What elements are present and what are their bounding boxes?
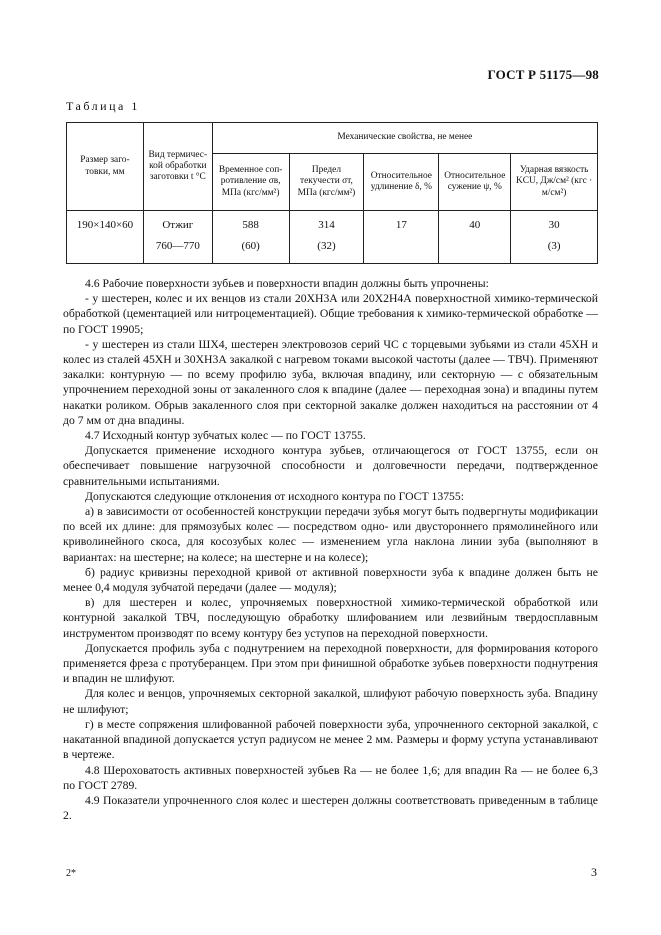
col-tensile-header: Временное соп-ротивление σв, МПа (кгс/мм²) (212, 154, 289, 211)
paragraph: - у шестерен из стали ШХ4, шестерен электровозов серий ЧС с торцевыми зубьями из стали 45ХН и колес из сталей 45ХН и 30ХН3А закалкой с нагревом токами высокой частоты (далее — ТВЧ). Применяют закалки: контурную — по всему профилю зуба, включая впадину, или секторную — с обязательным упрочнением переходной зоны от закаленного слоя к впадине (далее — переходная зона) и впадины путем накатки роликом. Обрыв закаленного слоя при секторной закалке должен находиться на расстоянии от 4 до 7 мм от дна впадины. (63, 337, 598, 427)
cell-treatment: Отжиг (143, 211, 212, 235)
table-row (67, 234, 598, 264)
standard-number: ГОСТ Р 51175—98 (487, 67, 599, 82)
paragraph: Допускается применение исходного контура зубьев, отличающегося от ГОСТ 13755, если он обеспечивает повышение нагрузочной способности и долговечности передачи, подтвержденное сравнительными испытаниями. (63, 444, 598, 488)
paragraph: а) в зависимости от особенностей конструкции передачи зубья могут быть подвергнуты модификации по всей их длине: для прямозубых колес — посредством одно- или двустороннего прямолинейного или криволинейного скоса, для косозубых колес — изменением угла наклона линии зуба (выполняют в вариантах: на шестерне; на колесе; на шестерне и на колесе); (63, 505, 598, 564)
paragraph: 4.7 Исходный контур зубчатых колес — по ГОСТ 13755. (85, 429, 366, 443)
col-elongation-header: Относительное удлинение δ, % (364, 154, 439, 211)
cell-impact-kgf: (3) (511, 234, 598, 264)
paragraph: - у шестерен, колес и их венцов из стали 20ХН3А или 20Х2Н4А поверхностной химико-термической обработкой (цементацией или нитроцементацией). Общие требования к химико-термической обработке — по ГОСТ 19905; (63, 292, 598, 336)
paragraph: Допускается профиль зуба с поднутрением на переходной поверхности, для формирования которого применяется фреза с протуберанцем. При этом при финишной обработке зубьев поверхности поднутрения и впадин не шлифуют. (63, 641, 598, 686)
signature-mark: 2* (66, 868, 76, 879)
table-row (67, 211, 598, 235)
cell-empty (67, 234, 144, 264)
cell-reduction: 40 (439, 211, 511, 235)
cell-empty (364, 234, 439, 264)
paragraph: 4.8 Шероховатость активных поверхностей зубьев Ra — не более 1,6; для впадин Ra — не более 6,3 по ГОСТ 2789. (63, 763, 598, 792)
paragraph: б) радиус кривизны переходной кривой от активной поверхности зуба к впадине должен быть не менее 0,4 модуля зубчатой передачи (далее — модуля); (63, 565, 598, 595)
cell-size: 190×140×60 (67, 211, 144, 235)
paragraph: 4.6 Рабочие поверхности зубьев и поверхности впадин должны быть упрочнены: (85, 277, 489, 290)
paragraph: Допускаются следующие отклонения от исходного контура по ГОСТ 13755: (85, 489, 464, 503)
cell-tensile: 588 (212, 211, 289, 235)
col-yield-header: Предел текучести σт, МПа (кгс/мм²) (289, 154, 364, 211)
page-number: 3 (591, 865, 597, 879)
cell-temperature: 760—770 (143, 234, 212, 264)
paragraph: г) в месте сопряжения шлифованной рабочей поверхности зуба, упрочненного секторной закалкой, с накатанной впадиной допускается уступ радиусом не менее 2 мм. Размеры и форму уступа устанавливают в чертеже. (63, 717, 598, 762)
table-header-row (67, 123, 598, 154)
properties-table (66, 122, 598, 264)
cell-elongation: 17 (364, 211, 439, 235)
col-impact-header: Ударная вязкость KCU, Дж/см² (кгс · м/см²) (511, 154, 598, 211)
paragraph: в) для шестерен и колес, упрочняемых поверхностной химико-термической обработкой или контурной закалкой ТВЧ, последующую обработку шлифованием или лезвийным твердосплавным инструментом производят по всему контуру без уступов на переходной поверхности. (63, 596, 598, 640)
cell-yield: 314 (289, 211, 364, 235)
table-caption: Таблица 1 (66, 99, 140, 113)
cell-impact: 30 (511, 211, 598, 235)
col-size-header: Размер заго-товки, мм (67, 123, 144, 211)
cell-tensile-kgf: (60) (212, 234, 289, 264)
col-reduction-header: Относительное сужение ψ, % (439, 154, 511, 211)
col-treatment-header: Вид термичес-кой обработки заготовки t °С (143, 123, 212, 211)
body-text (63, 276, 598, 823)
cell-empty (439, 234, 511, 264)
paragraph: Для колес и венцов, упрочняемых секторной закалкой, шлифуют рабочую поверхность зуба. Впадину не шлифуют; (63, 687, 598, 716)
cell-yield-kgf: (32) (289, 234, 364, 264)
paragraph: 4.9 Показатели упрочненного слоя колес и шестерен должны соответствовать приведенным в таблице 2. (63, 793, 598, 823)
mech-properties-header: Механические свойства, не менее (212, 123, 597, 154)
